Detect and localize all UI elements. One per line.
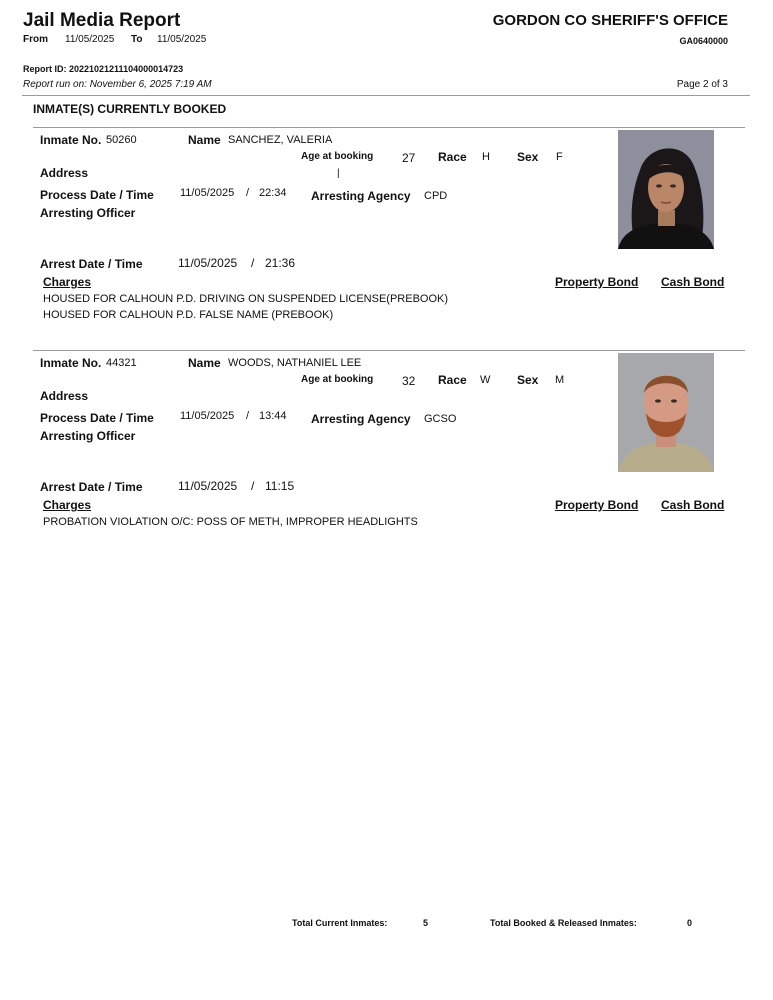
header-divider	[22, 95, 750, 96]
arresting-agency-label: Arresting Agency	[311, 412, 411, 426]
cash-bond-label: Cash Bond	[661, 275, 725, 289]
charge-line: PROBATION VIOLATION O/C: POSS OF METH, IMPROPER HEADLIGHTS	[43, 516, 418, 528]
process-date: 11/05/2025	[180, 410, 235, 422]
race-value: H	[482, 151, 490, 163]
slash: /	[251, 479, 255, 493]
arresting-agency-value: CPD	[424, 190, 448, 202]
inmate-no-label: Inmate No.	[40, 133, 102, 147]
section-title: INMATE(S) CURRENTLY BOOKED	[33, 102, 227, 116]
property-bond-label: Property Bond	[555, 275, 639, 289]
arrest-date: 11/05/2025	[178, 256, 238, 270]
charge-line: HOUSED FOR CALHOUN P.D. FALSE NAME (PREBOOK)	[43, 309, 334, 321]
to-label: To	[131, 34, 143, 45]
page-number: Page 2 of 3	[676, 79, 728, 90]
address-mark: |	[337, 168, 340, 179]
total-booked-released-label: Total Booked & Released Inmates:	[490, 918, 637, 928]
arrest-date-label: Arrest Date / Time	[40, 257, 143, 271]
inmate-photo	[618, 130, 714, 249]
charges-label: Charges	[43, 275, 92, 289]
from-date: 11/05/2025	[65, 34, 115, 45]
arresting-officer-label: Arresting Officer	[40, 429, 136, 443]
process-date-label: Process Date / Time	[40, 411, 154, 425]
report-run-on: Report run on: November 6, 2025 7:19 AM	[23, 79, 212, 90]
to-date: 11/05/2025	[157, 34, 207, 45]
slash: /	[251, 256, 255, 270]
charges-label: Charges	[43, 498, 92, 512]
inmate-no-value: 50260	[106, 134, 137, 146]
arresting-agency-value: GCSO	[424, 413, 457, 425]
race-label: Race	[438, 150, 467, 164]
sex-label: Sex	[517, 373, 539, 387]
process-time: 13:44	[259, 410, 287, 422]
charge-line: HOUSED FOR CALHOUN P.D. DRIVING ON SUSPENDED LICENSE(PREBOOK)	[43, 293, 449, 305]
record-divider	[33, 350, 745, 351]
arrest-time: 11:15	[265, 479, 295, 493]
race-value: W	[480, 374, 491, 386]
agency-name: GORDON CO SHERIFF'S OFFICE	[492, 12, 728, 29]
name-label: Name	[188, 133, 221, 147]
cash-bond-label: Cash Bond	[661, 498, 725, 512]
total-booked-released-value: 0	[687, 918, 693, 928]
age-value: 27	[402, 151, 416, 165]
age-value: 32	[402, 374, 416, 388]
inmate-photo	[618, 353, 714, 472]
arresting-officer-label: Arresting Officer	[40, 206, 136, 220]
age-label: Age at booking	[301, 151, 374, 162]
from-label: From	[23, 34, 48, 45]
age-label: Age at booking	[301, 374, 374, 385]
race-label: Race	[438, 373, 467, 387]
sex-value: F	[556, 151, 563, 163]
address-label: Address	[40, 389, 89, 403]
inmate-no-value: 44321	[106, 357, 137, 369]
address-label: Address	[40, 166, 89, 180]
arrest-time: 21:36	[265, 256, 296, 270]
arresting-agency-label: Arresting Agency	[311, 189, 411, 203]
report-id: Report ID: 20221021211104000014723	[23, 64, 184, 74]
process-time: 22:34	[259, 187, 287, 199]
name-label: Name	[188, 356, 221, 370]
slash: /	[246, 410, 250, 422]
total-current-label: Total Current Inmates:	[292, 918, 388, 928]
total-current-value: 5	[423, 918, 429, 928]
process-date-label: Process Date / Time	[40, 188, 154, 202]
property-bond-label: Property Bond	[555, 498, 639, 512]
ori-code: GA0640000	[679, 36, 728, 46]
sex-value: M	[555, 374, 565, 386]
arrest-date-label: Arrest Date / Time	[40, 480, 143, 494]
inmate-name: SANCHEZ, VALERIA	[228, 134, 333, 146]
sex-label: Sex	[517, 150, 539, 164]
report-title: Jail Media Report	[23, 10, 181, 31]
process-date: 11/05/2025	[180, 187, 235, 199]
arrest-date: 11/05/2025	[178, 479, 238, 493]
inmate-no-label: Inmate No.	[40, 356, 102, 370]
slash: /	[246, 187, 250, 199]
inmate-name: WOODS, NATHANIEL LEE	[228, 357, 362, 369]
section-divider	[33, 127, 745, 128]
